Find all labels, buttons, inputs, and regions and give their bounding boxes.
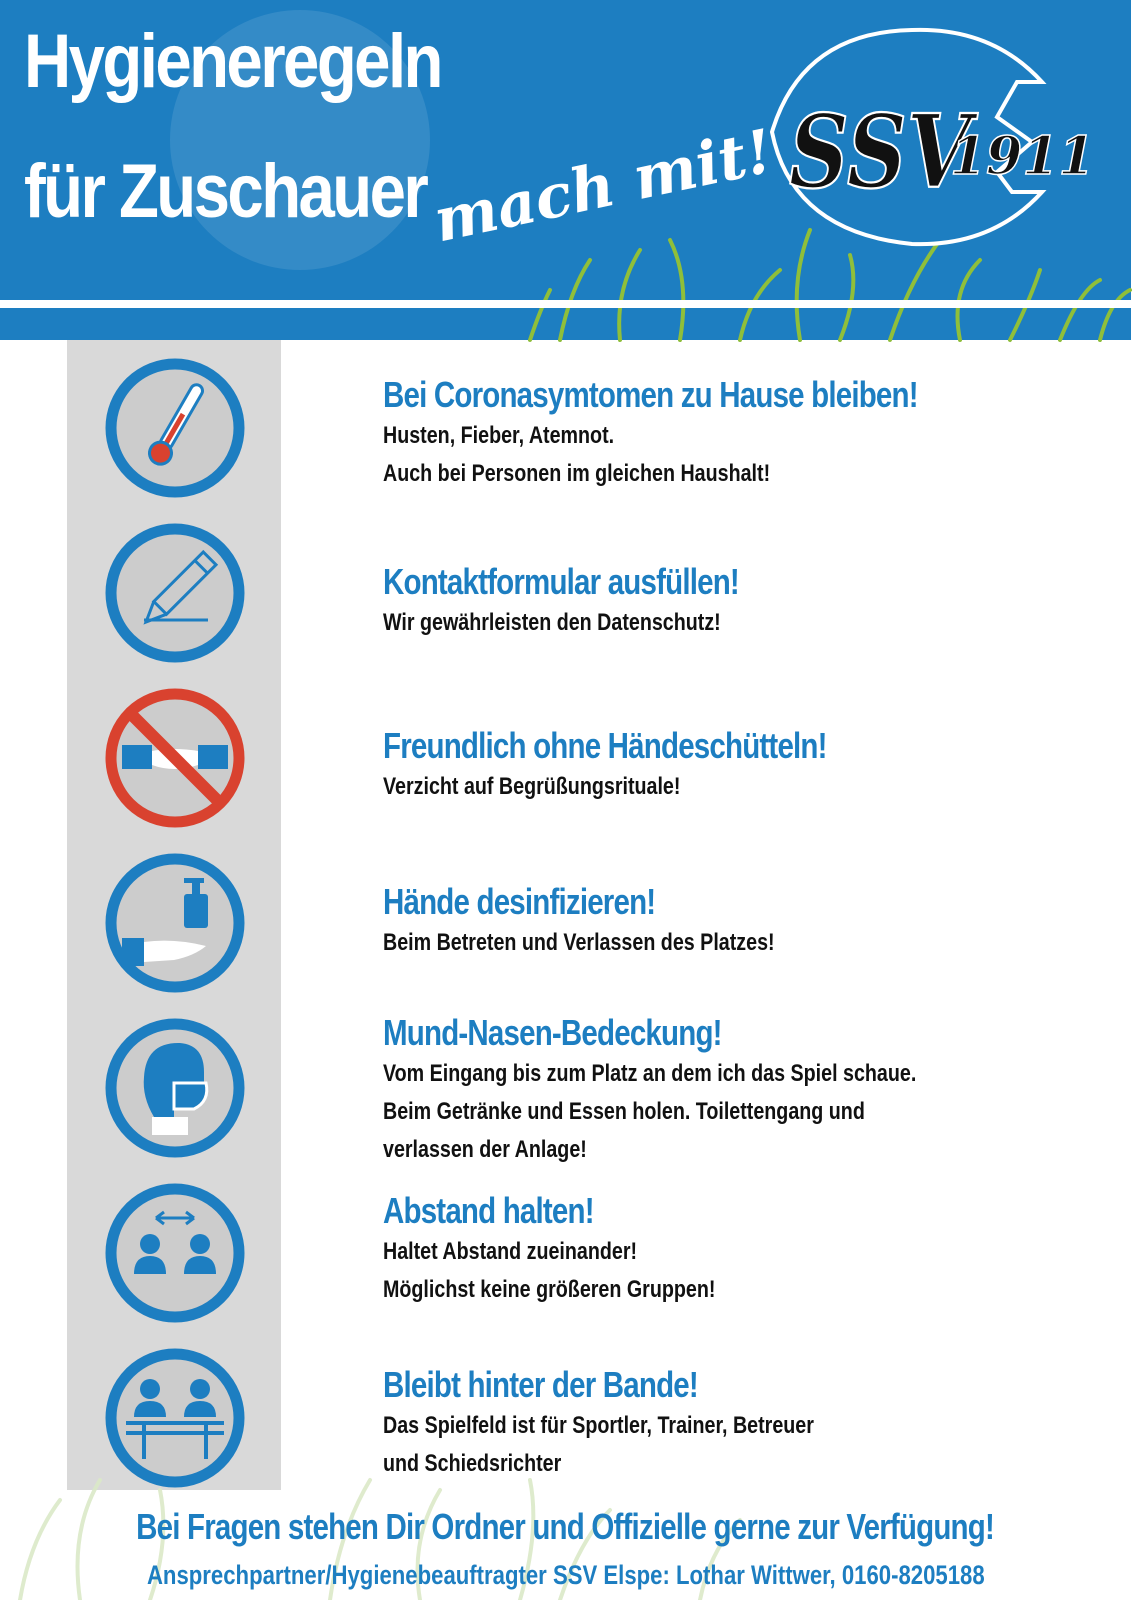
rule-text: Wir gewährleisten den Datenschutz! bbox=[383, 609, 721, 636]
rule-title: Bleibt hinter der Bande! bbox=[383, 1364, 698, 1405]
rule-text: Beim Getränke und Essen holen. Toilettengang und bbox=[383, 1098, 865, 1125]
rule-title: Bei Coronasymtomen zu Hause bleiben! bbox=[383, 374, 918, 415]
slogan: mach mit! bbox=[428, 116, 779, 257]
rule-text: und Schiedsrichter bbox=[383, 1450, 562, 1477]
logo-year: 1911 bbox=[950, 126, 1095, 187]
pencil-icon bbox=[104, 522, 246, 664]
thermometer-icon bbox=[104, 357, 246, 499]
footer-contact-person bbox=[0, 1560, 1131, 1591]
rule-text: Haltet Abstand zueinander! bbox=[383, 1238, 638, 1265]
logo-letters: SSV bbox=[789, 91, 971, 212]
title-line-2: für Zuschauer bbox=[24, 149, 427, 234]
footer-contact-note bbox=[0, 1506, 1131, 1548]
rule-no-handshake bbox=[383, 724, 1091, 806]
header-divider bbox=[0, 300, 1131, 308]
rule-text: Verzicht auf Begrüßungsrituale! bbox=[383, 773, 681, 800]
header-banner bbox=[0, 0, 1131, 340]
rule-title: Kontaktformular ausfüllen! bbox=[383, 561, 739, 602]
rule-text: Beim Betreten und Verlassen des Platzes! bbox=[383, 929, 775, 956]
footer-line-1: Bei Fragen stehen Dir Ordner und Offizielle gerne zur Verfügung! bbox=[136, 1506, 995, 1547]
rule-text: verlassen der Anlage! bbox=[383, 1136, 587, 1163]
rule-title: Mund-Nasen-Bedeckung! bbox=[383, 1012, 722, 1053]
rule-text: Möglichst keine größeren Gruppen! bbox=[383, 1276, 716, 1303]
rule-disinfect bbox=[383, 880, 1091, 962]
hand-sanitizer-icon bbox=[104, 852, 246, 994]
rule-title: Hände desinfizieren! bbox=[383, 881, 656, 922]
footer-line-2: Ansprechpartner/Hygienebeauftragter SSV Elspe: Lothar Wittwer, 0160-8205188 bbox=[146, 1560, 985, 1590]
rule-title: Freundlich ohne Händeschütteln! bbox=[383, 725, 827, 766]
rule-text: Das Spielfeld ist für Sportler, Trainer, Betreuer bbox=[383, 1412, 814, 1439]
rule-face-mask bbox=[383, 1011, 1091, 1169]
rule-text: Vom Eingang bis zum Platz an dem ich das Spiel schaue. bbox=[383, 1060, 917, 1087]
rule-contact-form bbox=[383, 560, 1091, 642]
ssv-club-logo bbox=[762, 22, 1095, 262]
face-mask-icon bbox=[104, 1017, 246, 1159]
distance-icon bbox=[104, 1182, 246, 1324]
no-handshake-icon bbox=[104, 687, 246, 829]
rule-title: Abstand halten! bbox=[383, 1190, 594, 1231]
rule-keep-distance bbox=[383, 1189, 1091, 1309]
rule-stay-home bbox=[383, 373, 1091, 493]
title-line-1: Hygieneregeln bbox=[24, 19, 441, 104]
rule-text: Auch bei Personen im gleichen Haushalt! bbox=[383, 460, 771, 487]
rule-text: Husten, Fieber, Atemnot. bbox=[383, 422, 615, 449]
